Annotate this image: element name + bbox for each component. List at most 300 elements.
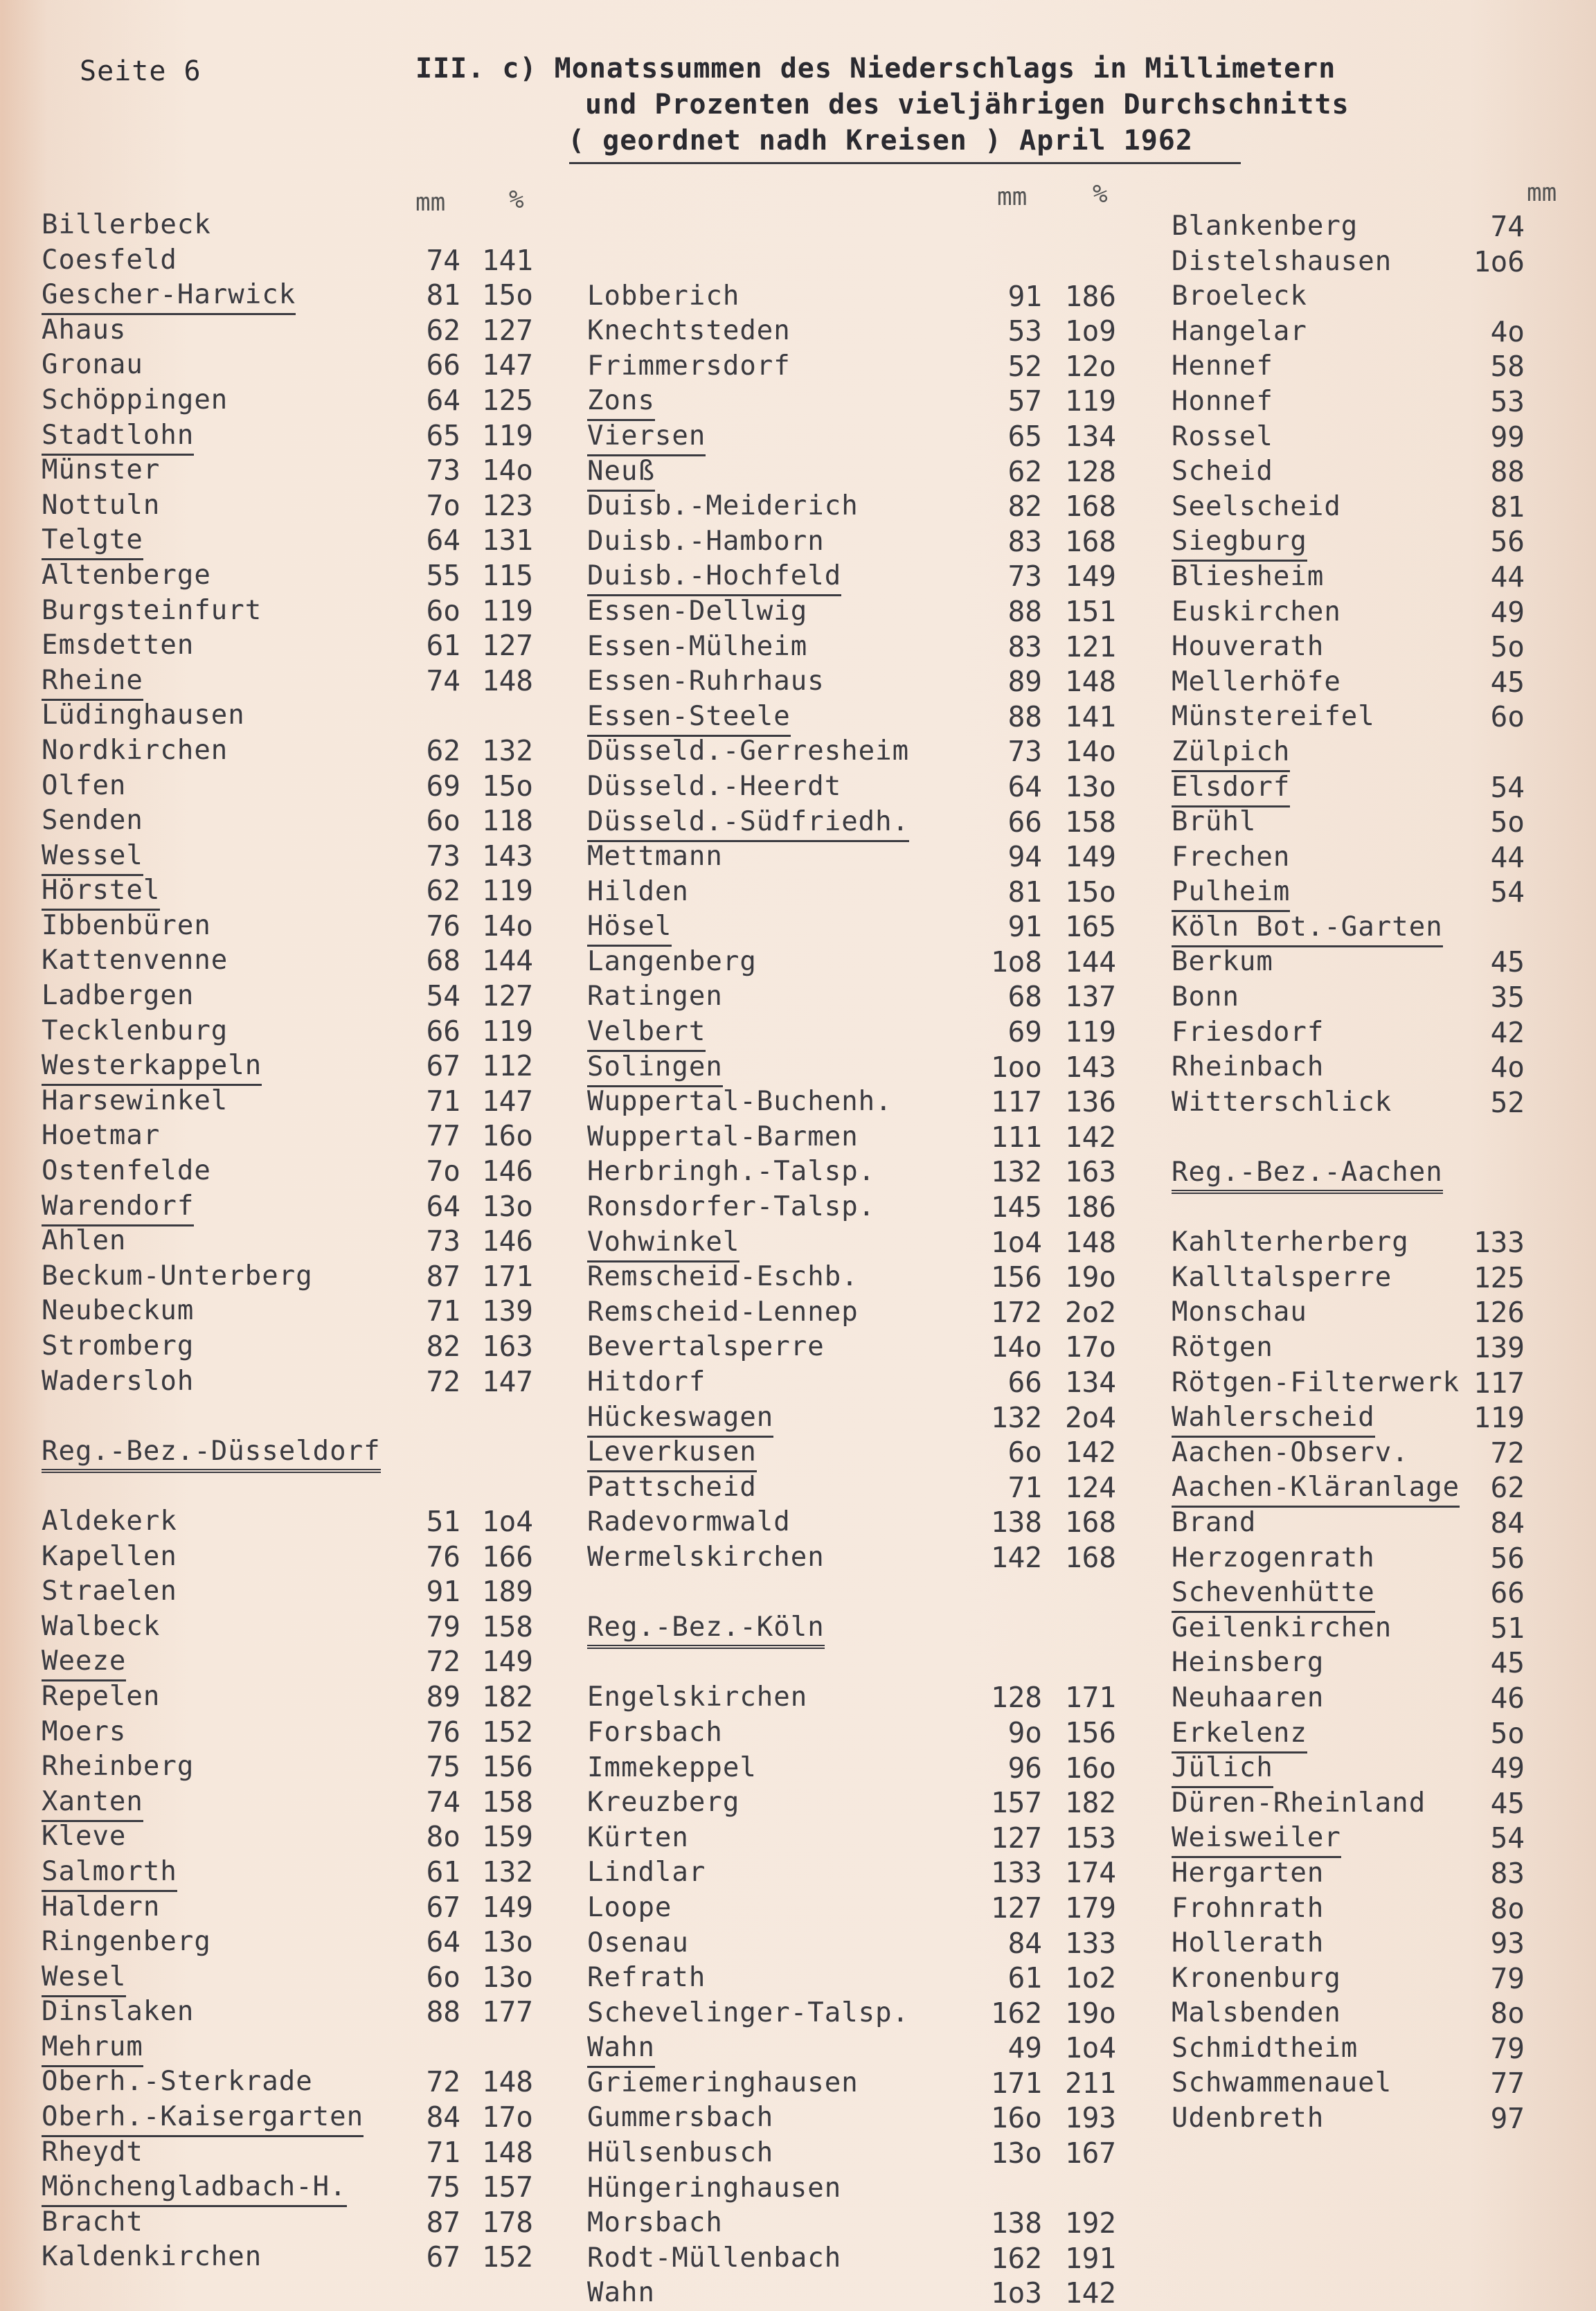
station-name: Hörstel xyxy=(42,873,160,911)
precip-percent: 152 xyxy=(481,2240,533,2274)
precip-percent: 163 xyxy=(481,1330,533,1363)
station-name: Rheinberg xyxy=(42,1751,195,1783)
precip-percent: 177 xyxy=(481,1995,533,2029)
precip-mm: 132 xyxy=(990,1400,1042,1434)
station-name: Kattenvenne xyxy=(42,945,228,976)
precip-mm: 73 xyxy=(1007,560,1042,594)
precip-mm: 74 xyxy=(1490,210,1525,243)
station-name: Kahlterherberg xyxy=(1172,1226,1409,1258)
precip-mm: 127 xyxy=(990,1891,1042,1925)
precip-percent: 178 xyxy=(481,2205,533,2239)
station-name: Stadtlohn xyxy=(42,418,194,456)
precip-percent: 158 xyxy=(1064,805,1116,839)
precip-percent: 127 xyxy=(481,629,533,663)
station-name: Oberh.-Kaisergarten xyxy=(42,2100,364,2137)
precip-mm: 89 xyxy=(1007,665,1042,699)
station-name: Nordkirchen xyxy=(42,734,228,766)
precip-percent: 166 xyxy=(481,1540,533,1573)
station-name: Refrath xyxy=(587,1962,706,1994)
precip-mm: 74 xyxy=(426,243,460,277)
station-name: Bonn xyxy=(1172,981,1239,1013)
precip-mm: 71 xyxy=(426,1084,460,1118)
station-name: Lobberich xyxy=(587,280,740,312)
precip-mm: 91 xyxy=(1007,279,1042,313)
precip-mm: 81 xyxy=(1007,875,1042,909)
precip-mm: 45 xyxy=(1490,945,1525,979)
precip-percent: 152 xyxy=(481,1715,533,1749)
station-name: Köln Bot.-Garten xyxy=(1172,910,1443,947)
precip-percent: 132 xyxy=(481,733,533,767)
precip-mm: 52 xyxy=(1490,1085,1525,1119)
precip-percent: 148 xyxy=(481,2065,533,2099)
precip-mm: 7o xyxy=(426,488,460,522)
precip-percent: 186 xyxy=(1064,1190,1116,1224)
precip-percent: 186 xyxy=(1064,279,1116,313)
precip-percent: 139 xyxy=(481,1294,533,1328)
station-name: Hergarten xyxy=(1172,1857,1325,1889)
precip-mm: 71 xyxy=(1007,1470,1042,1504)
precip-mm: 77 xyxy=(426,1119,460,1153)
precip-percent: 2o4 xyxy=(1064,1400,1116,1434)
station-name: Geilenkirchen xyxy=(1172,1612,1392,1643)
precip-mm: 72 xyxy=(426,1645,460,1679)
precip-percent: 147 xyxy=(481,348,533,382)
section-title: Reg.-Bez.-Düsseldorf xyxy=(42,1434,381,1473)
precip-percent: 174 xyxy=(1064,1856,1116,1890)
precip-percent: 171 xyxy=(481,1259,533,1293)
precip-mm: 14o xyxy=(990,1330,1042,1364)
precip-mm: 46 xyxy=(1490,1681,1525,1715)
precip-mm: 62 xyxy=(426,313,460,347)
precip-mm: 72 xyxy=(426,1364,460,1398)
station-name: Schmidtheim xyxy=(1172,2032,1359,2064)
precip-percent: 19o xyxy=(1064,1260,1116,1294)
precip-mm: 88 xyxy=(426,1995,460,2029)
precip-percent: 156 xyxy=(1064,1715,1116,1749)
precip-percent: 159 xyxy=(481,1820,533,1854)
precip-mm: 55 xyxy=(426,558,460,592)
precip-percent: 14o xyxy=(481,909,533,943)
precip-percent: 13o xyxy=(481,1960,533,1994)
precip-percent: 1o9 xyxy=(1064,314,1116,348)
station-name: Walbeck xyxy=(42,1610,161,1642)
station-name: Brühl xyxy=(1172,806,1257,838)
station-name: Düsseld.-Südfriedh. xyxy=(587,805,909,842)
precip-percent: 134 xyxy=(1064,419,1116,453)
precip-mm: 84 xyxy=(426,2100,460,2134)
station-name: Rheine xyxy=(42,663,143,701)
station-name: Friesdorf xyxy=(1172,1016,1325,1048)
precip-percent: 119 xyxy=(481,418,533,452)
precip-mm: 65 xyxy=(1007,419,1042,453)
precip-percent: 131 xyxy=(481,524,533,557)
station-name: Altenberge xyxy=(42,559,211,591)
station-name: Brand xyxy=(1172,1506,1257,1538)
precip-mm: 4o xyxy=(1490,1051,1525,1085)
precip-percent: 115 xyxy=(481,558,533,592)
precip-percent: 17o xyxy=(1064,1330,1116,1364)
station-name: Essen-Ruhrhaus xyxy=(587,666,825,697)
precip-mm: 83 xyxy=(1007,524,1042,558)
station-name: Wahlerscheid xyxy=(1172,1400,1375,1438)
station-name: Pattscheid xyxy=(587,1471,757,1503)
station-name: Erkelenz xyxy=(1172,1716,1307,1754)
precip-percent: 182 xyxy=(481,1679,533,1713)
precip-mm: 156 xyxy=(990,1260,1042,1294)
station-name: Gummersbach xyxy=(587,2102,774,2134)
precip-mm: 6o xyxy=(1007,1436,1042,1470)
station-name: Leverkusen xyxy=(587,1435,757,1472)
precip-mm: 119 xyxy=(1473,1401,1525,1435)
precip-percent: 119 xyxy=(481,874,533,908)
station-name: Udenbreth xyxy=(1172,2103,1325,2134)
precip-mm: 45 xyxy=(1490,1646,1525,1680)
station-name: Ostenfelde xyxy=(42,1155,211,1187)
precip-mm: 76 xyxy=(426,909,460,943)
precip-mm: 52 xyxy=(1007,349,1042,383)
station-name: Duisb.-Hamborn xyxy=(587,525,825,557)
section-title: Reg.-Bez.-Aachen xyxy=(1172,1155,1443,1194)
station-name: Westerkappeln xyxy=(42,1049,262,1086)
precip-mm: 73 xyxy=(426,839,460,873)
precip-percent: 19o xyxy=(1064,1996,1116,2030)
precip-mm: 72 xyxy=(1490,1436,1525,1470)
precip-percent: 124 xyxy=(1064,1470,1116,1504)
precip-percent: 141 xyxy=(481,243,533,277)
precip-percent: 147 xyxy=(481,1364,533,1398)
precip-percent: 151 xyxy=(1064,594,1116,628)
precip-mm: 66 xyxy=(1007,1366,1042,1399)
precip-mm: 68 xyxy=(426,944,460,978)
precip-mm: 73 xyxy=(426,1224,460,1258)
station-name: Ibbenbüren xyxy=(42,909,211,941)
precip-mm: 71 xyxy=(426,2135,460,2169)
precip-mm: 87 xyxy=(426,2205,460,2239)
precip-mm: 87 xyxy=(426,1259,460,1293)
precip-mm: 53 xyxy=(1007,314,1042,348)
station-name: Essen-Steele xyxy=(587,699,791,737)
title-underline xyxy=(569,162,1241,164)
precip-percent: 16o xyxy=(481,1119,533,1153)
station-name: Mellerhöfe xyxy=(1172,666,1341,697)
precip-percent: 125 xyxy=(481,383,533,417)
precip-mm: 5o xyxy=(1490,805,1525,839)
station-name: Wermelskirchen xyxy=(587,1541,825,1573)
precip-mm: 84 xyxy=(1490,1506,1525,1540)
precip-percent: 1o4 xyxy=(1064,2031,1116,2065)
station-name: Essen-Mülheim xyxy=(587,630,808,662)
precip-mm: 4o xyxy=(1490,314,1525,348)
precip-percent: 146 xyxy=(481,1224,533,1258)
precip-mm: 45 xyxy=(1490,665,1525,699)
station-name: Hüngeringhausen xyxy=(587,2172,842,2204)
station-name: Haldern xyxy=(42,1891,161,1922)
station-name: Bracht xyxy=(42,2206,143,2238)
station-name: Schevelinger-Talsp. xyxy=(587,1997,910,2028)
precip-mm: 9o xyxy=(1007,1715,1042,1749)
precip-mm: 132 xyxy=(990,1155,1042,1189)
station-name: Herbringh.-Talsp. xyxy=(587,1156,876,1188)
precip-mm: 51 xyxy=(1490,1611,1525,1645)
precip-percent: 16o xyxy=(1064,1751,1116,1785)
station-name: Osenau xyxy=(587,1927,689,1958)
precip-mm: 64 xyxy=(426,1925,460,1959)
precip-mm: 83 xyxy=(1007,630,1042,663)
precip-percent: 14o xyxy=(481,454,533,488)
station-name: Distelshausen xyxy=(1172,245,1392,277)
precip-mm: 54 xyxy=(1490,1821,1525,1855)
station-name: Seelscheid xyxy=(1172,490,1341,522)
station-name: Hösel xyxy=(587,909,672,947)
precip-mm: 57 xyxy=(1007,384,1042,418)
precip-mm: 45 xyxy=(1490,1786,1525,1820)
station-name: Wesel xyxy=(42,1960,126,1997)
station-name: Zülpich xyxy=(1172,735,1290,772)
station-name: Beckum-Unterberg xyxy=(42,1260,313,1292)
precip-percent: 171 xyxy=(1064,1681,1116,1715)
station-name: Viersen xyxy=(587,419,706,456)
precip-mm: 68 xyxy=(1007,980,1042,1014)
precip-mm: 6o xyxy=(426,594,460,627)
station-name: Dinslaken xyxy=(42,1996,195,2028)
station-name: Bliesheim xyxy=(1172,560,1325,592)
precip-percent: 168 xyxy=(1064,1540,1116,1574)
precip-mm: 74 xyxy=(426,1785,460,1819)
precip-mm: 69 xyxy=(426,769,460,803)
precip-mm: 5o xyxy=(1490,630,1525,664)
precip-percent: 13o xyxy=(1064,769,1116,803)
precip-mm: 66 xyxy=(426,1014,460,1048)
station-name: Wahn xyxy=(587,2031,655,2068)
precip-mm: 56 xyxy=(1490,525,1525,559)
station-name: Siegburg xyxy=(1172,524,1307,562)
precip-percent: 142 xyxy=(1064,1436,1116,1470)
precip-mm: 171 xyxy=(990,2066,1042,2100)
station-name: Witterschlick xyxy=(1172,1086,1392,1118)
precip-mm: 54 xyxy=(1490,770,1525,804)
station-name: Griemeringhausen xyxy=(587,2067,859,2098)
precip-percent: 119 xyxy=(481,594,533,627)
station-name: Hennef xyxy=(1172,350,1273,382)
precip-percent: 148 xyxy=(1064,665,1116,699)
station-name: Frohnrath xyxy=(1172,1892,1325,1924)
precip-mm: 5o xyxy=(1490,1716,1525,1750)
station-name: Münster xyxy=(42,454,161,486)
precip-mm: 62 xyxy=(426,874,460,908)
station-name: Zons xyxy=(587,384,655,421)
station-name: Berkum xyxy=(1172,946,1273,978)
precip-percent: 141 xyxy=(1064,699,1116,733)
station-name: Houverath xyxy=(1172,631,1325,663)
precip-percent: 119 xyxy=(1064,384,1116,418)
station-name: Rötgen-Filterwerk xyxy=(1172,1366,1460,1398)
precip-mm: 74 xyxy=(426,663,460,697)
precip-mm: 64 xyxy=(426,383,460,417)
station-name: Radevormwald xyxy=(587,1506,791,1538)
station-name: Frechen xyxy=(1172,841,1291,873)
station-name: Burgsteinfurt xyxy=(42,594,262,626)
station-name: Heinsberg xyxy=(1172,1647,1325,1679)
precip-mm: 133 xyxy=(990,1856,1042,1890)
precip-mm: 1oo xyxy=(990,1050,1042,1084)
station-name: Schwammenauel xyxy=(1172,2067,1392,2099)
precip-mm: 44 xyxy=(1490,840,1525,874)
station-name: Scheid xyxy=(1172,456,1273,488)
precip-mm: 133 xyxy=(1473,1226,1525,1260)
station-name: Oberh.-Sterkrade xyxy=(42,2066,313,2098)
precip-mm: 66 xyxy=(426,348,460,382)
section-title: Reg.-Bez.-Köln xyxy=(587,1610,825,1649)
precip-mm: 8o xyxy=(1490,1997,1525,2031)
precip-mm: 73 xyxy=(426,454,460,488)
station-name: Hilden xyxy=(587,875,689,907)
precip-mm: 138 xyxy=(990,1506,1042,1540)
precip-mm: 6o xyxy=(426,1960,460,1994)
title-line-2: und Prozenten des vieljährigen Durchschnitts xyxy=(585,89,1350,121)
precip-mm: 6o xyxy=(1490,700,1525,734)
precip-mm: 83 xyxy=(1490,1856,1525,1890)
precip-percent: 142 xyxy=(1064,1120,1116,1154)
precip-percent: 123 xyxy=(481,488,533,522)
station-name: Neubeckum xyxy=(42,1295,195,1327)
precip-percent: 119 xyxy=(1064,1015,1116,1049)
precip-percent: 179 xyxy=(1064,1891,1116,1925)
precip-mm: 117 xyxy=(1473,1366,1525,1400)
precip-mm: 62 xyxy=(426,733,460,767)
station-name: Morsbach xyxy=(587,2207,723,2239)
station-name: Senden xyxy=(42,805,143,837)
station-name: Pulheim xyxy=(1172,875,1290,912)
precip-percent: 119 xyxy=(481,1014,533,1048)
station-name: Kreuzberg xyxy=(587,1787,740,1819)
precip-mm: 54 xyxy=(426,979,460,1013)
precip-mm: 76 xyxy=(426,1540,460,1573)
station-name: Kapellen xyxy=(42,1540,177,1572)
precip-percent: 13o xyxy=(481,1189,533,1223)
precip-mm: 82 xyxy=(426,1330,460,1363)
precip-mm: 162 xyxy=(990,1996,1042,2030)
station-name: Kronenburg xyxy=(1172,1962,1341,1994)
precip-percent: 136 xyxy=(1064,1085,1116,1119)
precip-mm: 49 xyxy=(1007,2031,1042,2065)
station-name: Elsdorf xyxy=(1172,770,1290,807)
page-number: Seite 6 xyxy=(80,55,201,87)
precip-mm: 73 xyxy=(1007,735,1042,769)
precip-percent: 137 xyxy=(1064,980,1116,1014)
precip-mm: 1o8 xyxy=(990,945,1042,979)
col1-unit-mm: mm xyxy=(415,188,446,217)
precip-percent: 158 xyxy=(481,1609,533,1643)
precip-mm: 58 xyxy=(1490,350,1525,384)
station-name: Hückeswagen xyxy=(587,1400,773,1438)
precip-mm: 53 xyxy=(1490,384,1525,418)
station-name: Emsdetten xyxy=(42,630,195,661)
precip-percent: 149 xyxy=(1064,560,1116,594)
station-name: Solingen xyxy=(587,1050,723,1087)
precip-mm: 127 xyxy=(990,1821,1042,1855)
station-name: Kürten xyxy=(587,1821,689,1853)
precip-mm: 88 xyxy=(1007,594,1042,628)
precip-mm: 142 xyxy=(990,1540,1042,1574)
col3-unit-mm: mm xyxy=(1527,179,1557,207)
precip-mm: 94 xyxy=(1007,840,1042,874)
station-name: Kaldenkirchen xyxy=(42,2241,262,2273)
title-line-3: ( geordnet nadh Kreisen ) April 1962 xyxy=(568,125,1193,157)
precip-percent: 165 xyxy=(1064,910,1116,944)
station-name: Ratingen xyxy=(587,981,723,1012)
precip-mm: 64 xyxy=(426,524,460,557)
station-name: Düsseld.-Heerdt xyxy=(587,770,842,802)
station-name: Blankenberg xyxy=(1172,211,1359,242)
precip-mm: 172 xyxy=(990,1295,1042,1329)
precip-percent: 1o2 xyxy=(1064,1961,1116,1995)
precip-percent: 211 xyxy=(1064,2066,1116,2100)
precip-mm: 139 xyxy=(1473,1331,1525,1364)
station-name: Ringenberg xyxy=(42,1926,211,1958)
precip-mm: 138 xyxy=(990,2206,1042,2240)
precip-mm: 111 xyxy=(990,1120,1042,1154)
station-name: Ladbergen xyxy=(42,980,195,1012)
precip-percent: 193 xyxy=(1064,2101,1116,2135)
precip-percent: 142 xyxy=(1064,2276,1116,2310)
precip-mm: 67 xyxy=(426,2240,460,2274)
precip-percent: 149 xyxy=(1064,840,1116,874)
station-name: Mönchengladbach-H. xyxy=(42,2170,347,2207)
precip-mm: 82 xyxy=(1007,490,1042,524)
station-name: Straelen xyxy=(42,1576,177,1607)
precip-mm: 49 xyxy=(1490,1751,1525,1785)
precip-mm: 88 xyxy=(1490,455,1525,489)
station-name: Aachen-Kläranlage xyxy=(1172,1470,1460,1508)
station-name: Velbert xyxy=(587,1015,706,1052)
station-name: Mettmann xyxy=(587,841,723,873)
precip-mm: 62 xyxy=(1007,454,1042,488)
station-name: Hoetmar xyxy=(42,1120,161,1152)
precip-mm: 61 xyxy=(426,629,460,663)
precip-mm: 49 xyxy=(1490,595,1525,629)
precip-mm: 1o3 xyxy=(990,2276,1042,2310)
precip-mm: 91 xyxy=(1007,910,1042,944)
station-name: Monschau xyxy=(1172,1296,1307,1328)
precip-mm: 8o xyxy=(1490,1891,1525,1925)
precip-percent: 149 xyxy=(481,1890,533,1924)
title-line-1: III. c) Monatssummen des Niederschlags in Millimetern xyxy=(415,53,1336,84)
precip-mm: 99 xyxy=(1490,420,1525,454)
station-name: Loope xyxy=(587,1891,672,1923)
precip-mm: 126 xyxy=(1473,1296,1525,1330)
precip-percent: 167 xyxy=(1064,2136,1116,2170)
precip-mm: 128 xyxy=(990,1681,1042,1715)
station-name: Wessel xyxy=(42,839,143,876)
precip-mm: 145 xyxy=(990,1190,1042,1224)
precip-mm: 96 xyxy=(1007,1751,1042,1785)
precip-mm: 125 xyxy=(1473,1260,1525,1294)
station-name: Rötgen xyxy=(1172,1332,1273,1363)
station-name: Ahaus xyxy=(42,314,127,346)
station-name: Aachen-Observ. xyxy=(1172,1436,1409,1468)
precip-mm: 81 xyxy=(1490,490,1525,524)
station-name: Herzogenrath xyxy=(1172,1542,1375,1573)
station-name: Lindlar xyxy=(587,1857,706,1889)
station-name: Rodt-Müllenbach xyxy=(587,2242,842,2274)
precip-mm: 7o xyxy=(426,1154,460,1188)
precip-percent: 143 xyxy=(481,839,533,873)
precip-mm: 66 xyxy=(1007,805,1042,839)
precip-percent: 157 xyxy=(481,2170,533,2204)
precip-mm: 44 xyxy=(1490,560,1525,594)
station-name: Hitdorf xyxy=(587,1366,706,1398)
precip-mm: 97 xyxy=(1490,2102,1525,2136)
